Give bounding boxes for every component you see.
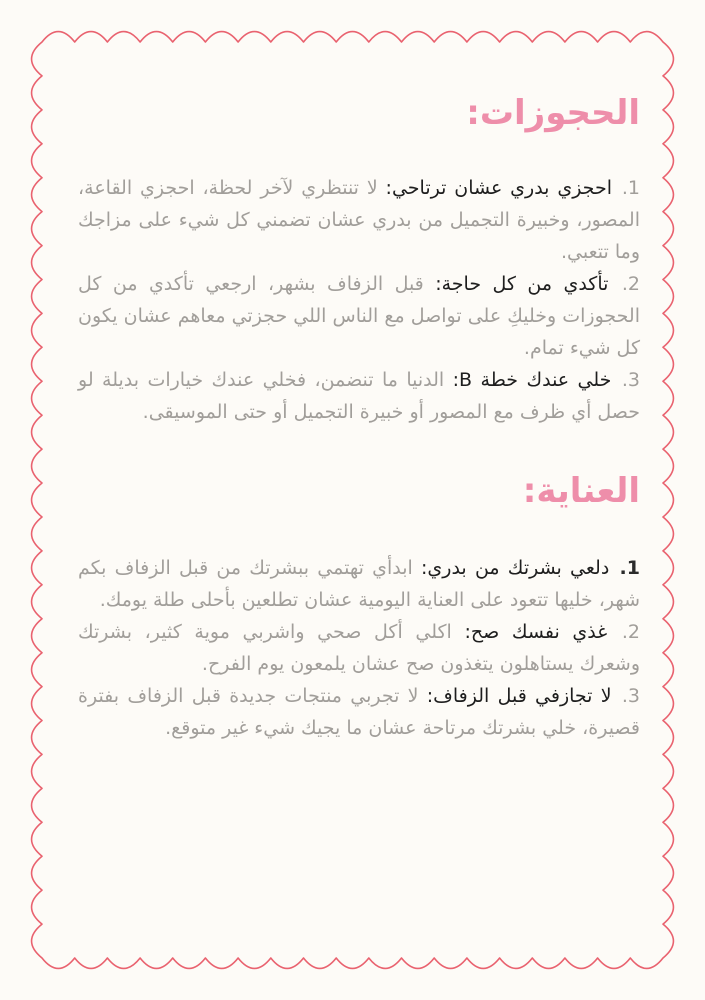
item-text: اكلي أكل صحي واشربي موية كثير، بشرتك وشعرك يستاهلون يتغذون صح عشان يلمعون يوم الفرح. bbox=[78, 621, 640, 675]
item-text: لا تجربي منتجات جديدة قبل الزفاف بفترة قصيرة، خلي بشرتك مرتاحة عشان ما يجيك شيء غير متوقع. bbox=[78, 685, 640, 739]
item-text: الدنيا ما تنضمن، فخلي عندك خيارات بديلة لو حصل أي ظرف مع المصور أو خبيرة التجميل أو حتى الموسيقى. bbox=[78, 369, 640, 423]
item-lead: تأكدي من كل حاجة: bbox=[435, 273, 609, 295]
list-item bbox=[78, 364, 640, 428]
item-number: 1. bbox=[619, 557, 640, 579]
item-number: 3. bbox=[621, 369, 640, 391]
section-bookings bbox=[78, 90, 640, 428]
bookings-list bbox=[78, 172, 640, 428]
item-number: 2. bbox=[621, 621, 640, 643]
list-item bbox=[78, 552, 640, 616]
section-heading-care: العناية: bbox=[522, 471, 640, 511]
item-text: قبل الزفاف بشهر، ارجعي تأكدي من كل الحجوزات وخليكِ على تواصل مع الناس اللي حجزتي معاهم عشان يكون كل شيء تمام. bbox=[78, 273, 640, 359]
item-number: 1. bbox=[621, 177, 640, 199]
item-number: 3. bbox=[621, 685, 640, 707]
item-lead: خلي عندك خطة B: bbox=[452, 369, 612, 391]
list-item bbox=[78, 616, 640, 680]
document-content bbox=[78, 80, 640, 744]
item-text: لا تنتظري لآخر لحظة، احجزي القاعة، المصور، وخبيرة التجميل من بدري عشان تضمني كل شيء على مزاجك وما تتعبي. bbox=[78, 177, 640, 263]
section-heading-bookings: الحجوزات: bbox=[466, 93, 640, 133]
list-item bbox=[78, 172, 640, 268]
list-item bbox=[78, 268, 640, 364]
item-lead: احجزي بدري عشان ترتاحي: bbox=[385, 177, 612, 199]
item-lead: غذي نفسك صح: bbox=[464, 621, 608, 643]
item-lead: لا تجازفي قبل الزفاف: bbox=[426, 685, 612, 707]
section-care bbox=[78, 468, 640, 744]
list-item bbox=[78, 680, 640, 744]
item-text: ابدأي تهتمي ببشرتك من قبل الزفاف بكم شهر، خليها تتعود على العناية اليومية عشان تطلعين بأحلى طلة يومك. bbox=[78, 557, 640, 611]
care-list bbox=[78, 552, 640, 744]
item-lead: دلعي بشرتك من بدري: bbox=[421, 557, 610, 579]
item-number: 2. bbox=[621, 273, 641, 295]
